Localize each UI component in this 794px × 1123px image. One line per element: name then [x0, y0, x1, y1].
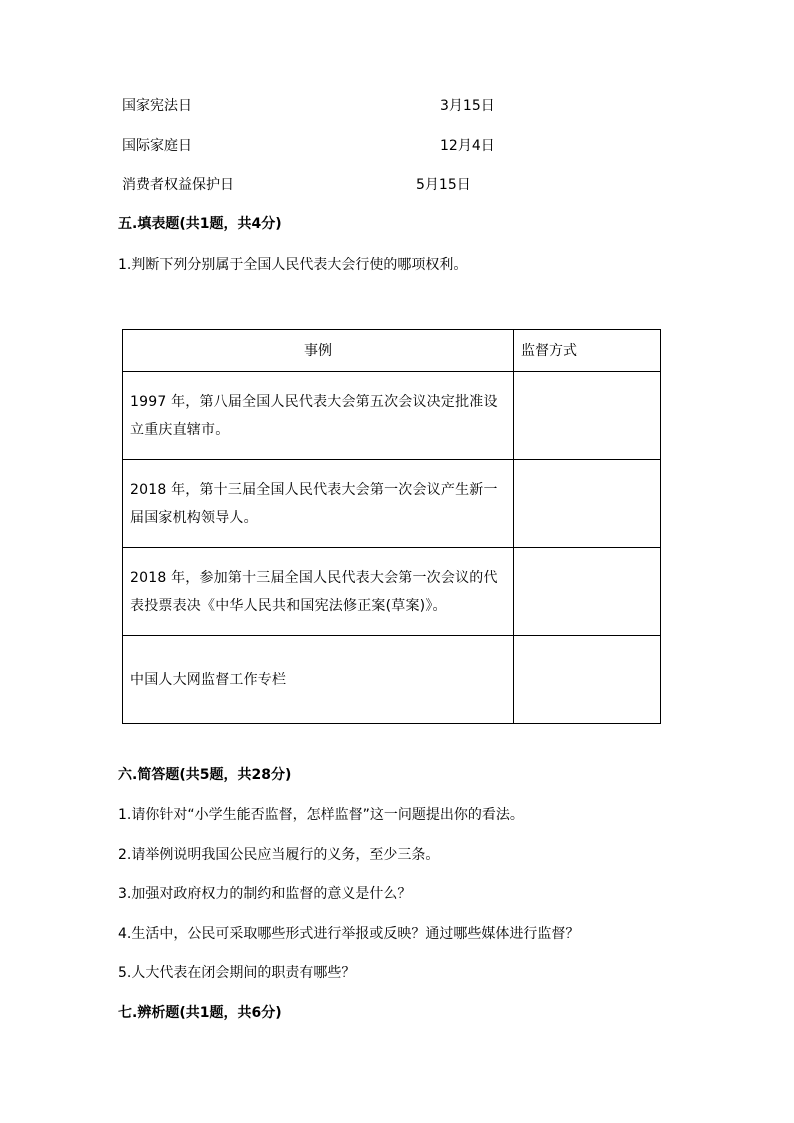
table-row [123, 372, 661, 460]
question-text: 1.判断下列分别属于全国人民代表大会行使的哪项权利。 [118, 257, 468, 273]
column-header-event: 事例 [123, 330, 514, 372]
date-item-date: 12月4日 [440, 138, 495, 154]
section-title: 七.辨析题(共1题，共6分) [118, 1005, 282, 1021]
date-item-name: 消费者权益保护日 [122, 177, 234, 193]
column-header-method: 监督方式 [514, 330, 661, 372]
date-item-name: 国家宪法日 [122, 98, 192, 114]
table-row [123, 548, 661, 636]
question-text: 3.加强对政府权力的制约和监督的意义是什么？ [118, 886, 412, 902]
answer-cell[interactable] [514, 372, 661, 460]
event-cell: 2018 年，第十三届全国人民代表大会第一次会议产生新一届国家机构领导人。 [123, 460, 514, 548]
section-title: 六.简答题(共5题，共28分) [118, 767, 292, 783]
events-table [122, 329, 661, 724]
date-item-date: 3月15日 [440, 98, 495, 114]
answer-cell[interactable] [514, 548, 661, 636]
table-header-row [123, 330, 661, 372]
table-row [123, 460, 661, 548]
question-text: 5.人大代表在闭会期间的职责有哪些？ [118, 965, 356, 981]
table-row [123, 636, 661, 724]
event-cell: 1997 年，第八届全国人民代表大会第五次会议决定批准设立重庆直辖市。 [123, 372, 514, 460]
event-cell: 2018 年，参加第十三届全国人民代表大会第一次会议的代表投票表决《中华人民共和国宪法修正案(草案)》。 [123, 548, 514, 636]
question-text: 2.请举例说明我国公民应当履行的义务，至少三条。 [118, 847, 440, 863]
question-text: 4.生活中，公民可采取哪些形式进行举报或反映？通过哪些媒体进行监督？ [118, 926, 580, 942]
date-item-name: 国际家庭日 [122, 138, 192, 154]
section-title: 五.填表题(共1题，共4分) [118, 216, 282, 232]
question-text: 1.请你针对“小学生能否监督，怎样监督”这一问题提出你的看法。 [118, 807, 524, 823]
date-item-date: 5月15日 [416, 177, 471, 193]
answer-cell[interactable] [514, 636, 661, 724]
answer-cell[interactable] [514, 460, 661, 548]
event-cell: 中国人大网监督工作专栏 [123, 636, 514, 724]
